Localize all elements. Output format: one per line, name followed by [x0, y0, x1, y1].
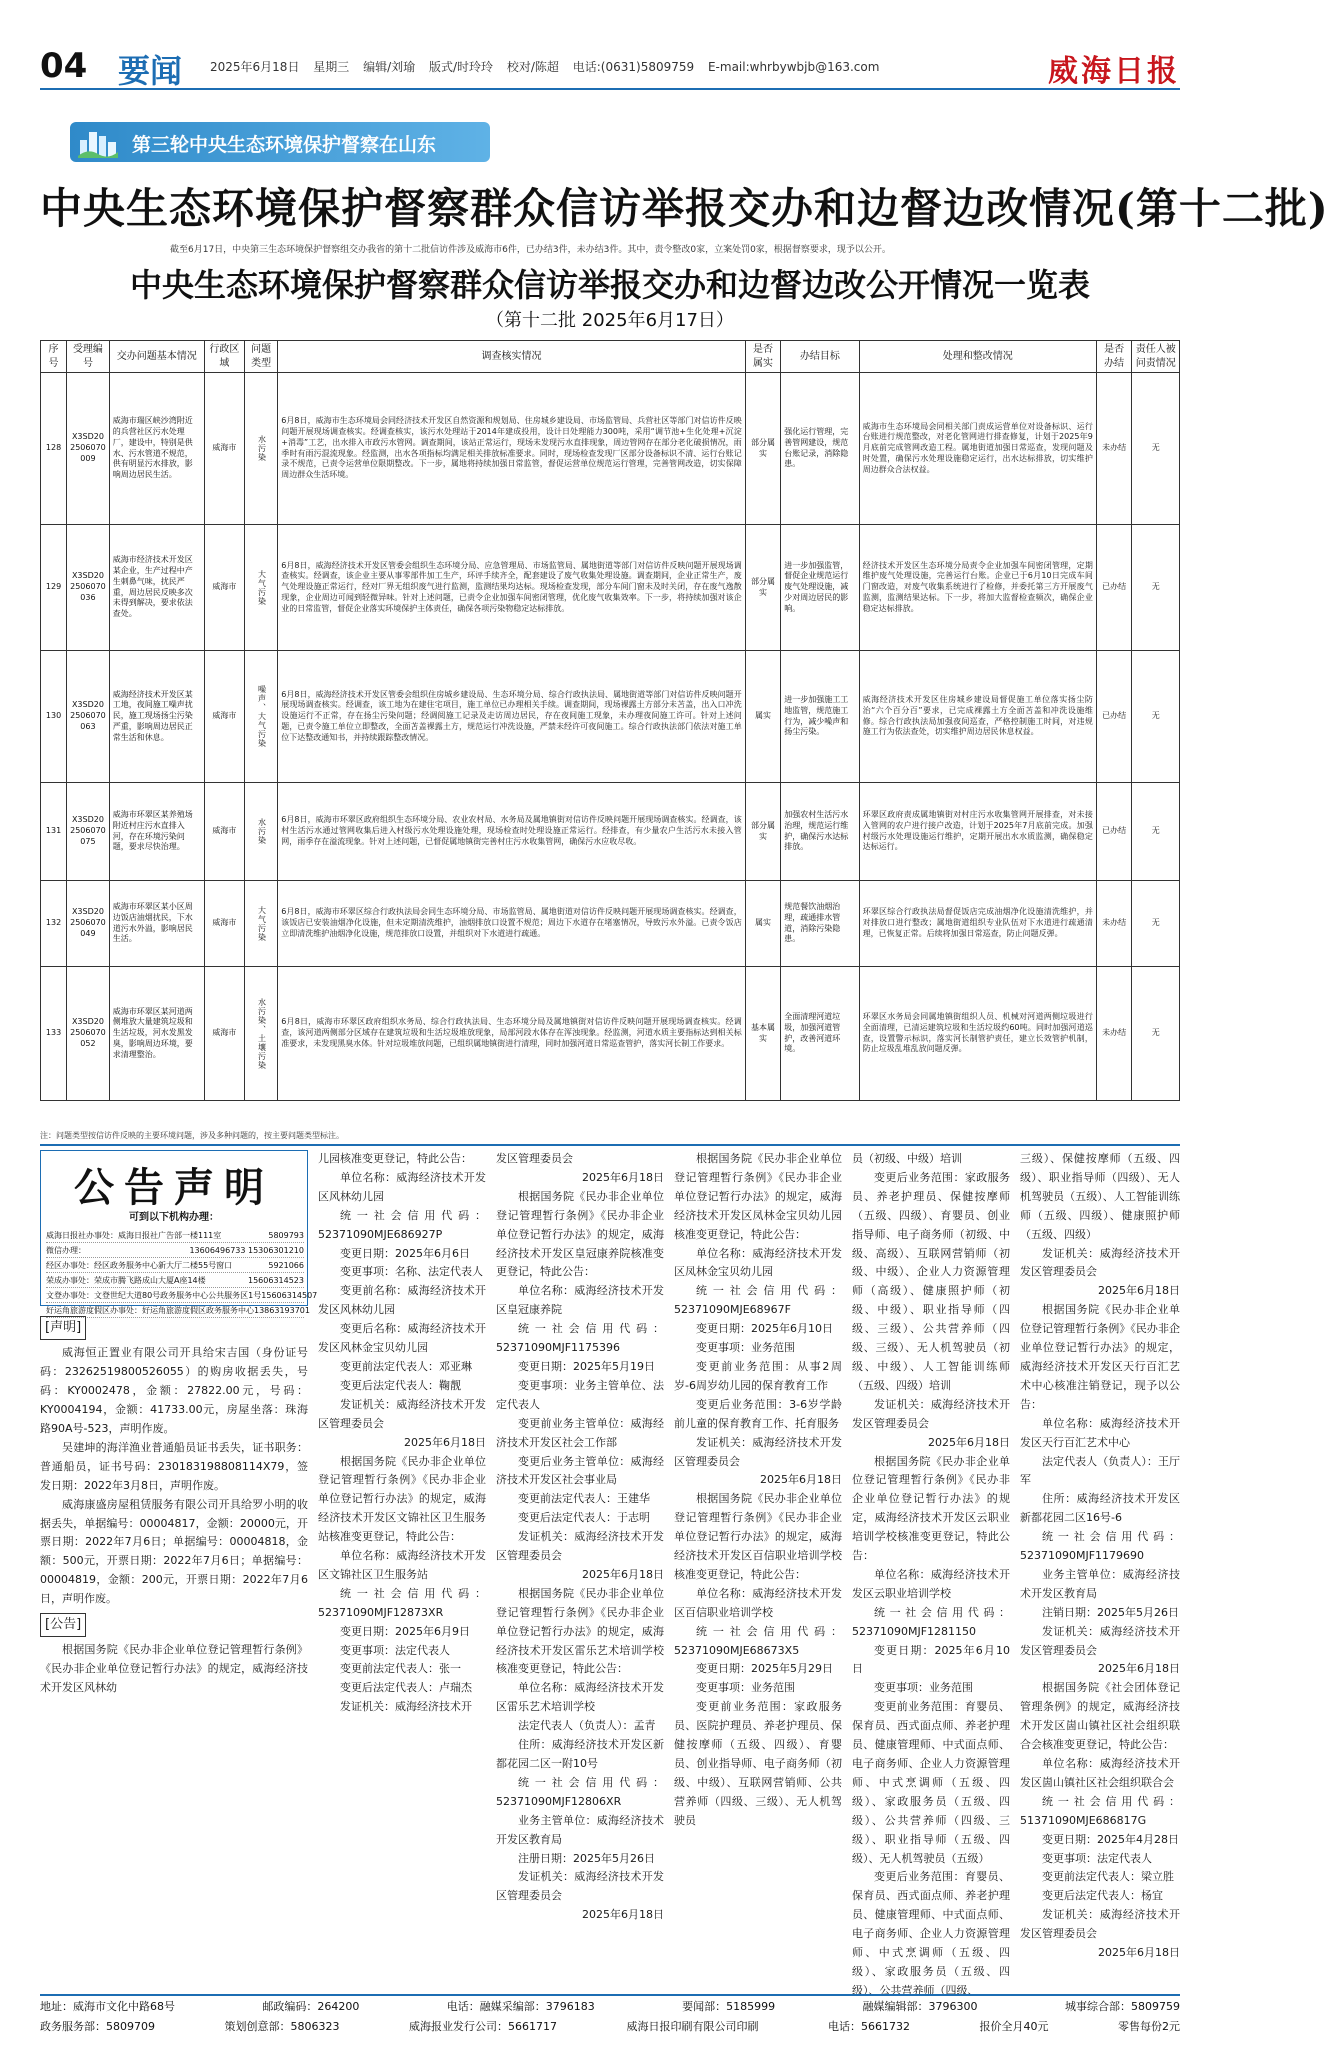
cell-id: X3SD202506070009 [67, 373, 110, 525]
cell-verified: 属实 [745, 881, 781, 967]
notice-date: 2025年6月18日 [582, 1170, 664, 1184]
th-investigation: 调查核实情况 [278, 341, 745, 373]
notice-line: 变更前业务范围：家政服务员、医院护理员、养老护理员、保健按摩师（五级、四级）、育婴员、创业指导师、电子商务师（初级、中级）、互联网营销师、公共营养师（四级、三级）、无人机驾驶员 [674, 1700, 842, 1827]
cell-investigation: 6月8日，威海市环翠区综合行政执法局会同生态环境分局、市场监管局、属地街道对信访件反映问题开展现场调查核实。经调查，该饭店已安装油烟净化设施，但未定期清洗维护，油烟排放口设置不规范；周边下水道存在堵塞情况，导致污水外溢。已责令饭店立即清洗维护油烟净化设施，规范排放口设置，并组织对下水道进行疏通。 [278, 881, 745, 967]
notice-line: 住所：威海经济技术开发区新都花园二区16号-6 [1020, 1492, 1180, 1525]
notice-column-5 [852, 1150, 1010, 1997]
header-design: 版式/时玲玲 [429, 60, 494, 74]
notice-line: 员（初级、中级）培训 [852, 1152, 962, 1165]
header-weekday: 星期三 [313, 60, 350, 74]
footer-phone: 威海报业发行公司：5661717 [409, 2020, 557, 2033]
notice-date: 2025年6月18日 [1098, 1284, 1180, 1298]
cell-investigation: 6月8日，威海市环翠区政府组织生态环境分局、农业农村局、水务局及属地镇街对信访件反映问题开展现场调查核实。经调查，该村生活污水通过管网收集后进入村级污水处理设施处理，现场检查时处理设施正常运行。经排查，有少量农户生活污水未接入管网，雨季存在溢流现象。针对上述问题，已督促属地镇街完善村庄污水收集管网，确保污水应收尽收。 [278, 783, 745, 881]
notice-paragraph: 根据国务院《民办非企业单位登记管理暂行条例》《民办非企业单位登记暂行办法》的规定，威海经济技术开发区风林幼 [40, 1643, 308, 1695]
notice-line: 变更日期：2025年5月29日 [696, 1662, 833, 1676]
cell-region: 威海市 [204, 967, 244, 1101]
cell-id: X3SD202506070052 [67, 967, 110, 1101]
notice-line: 发证机关：威海经济技术开发区管理委员会 [674, 1435, 842, 1468]
cell-region: 威海市 [204, 525, 244, 651]
table-title: 中央生态环境保护督察群众信访举报交办和边督边改公开情况一览表 [129, 266, 1090, 304]
cell-type: 水污染、土壤污染 [245, 967, 278, 1101]
cell-verified: 基本属实 [745, 967, 781, 1101]
cell-closed: 未办结 [1096, 373, 1132, 525]
notice-line: 统一社会信用代码：52371090MJF12806XR [496, 1775, 664, 1808]
th-goal: 办结目标 [781, 341, 859, 373]
cell-handling: 环翠区综合行政执法局督促饭店完成油烟净化设施清洗维护，并对排放口进行整改；属地街道组织专业队伍对下水道进行疏通清理，已恢复正常。后续将加强日常巡查，防止问题反弹。 [859, 881, 1096, 967]
table-note: 注：问题类型按信访件反映的主要环境问题，涉及多种问题的，按主要问题类型标注。 [40, 1131, 344, 1140]
footer-phone: 城事综合部：5809759 [1064, 2000, 1180, 2013]
footer-address: 地址：威海市文化中路68号 [40, 2000, 175, 2013]
notice-line: 根据国务院《民办非企业单位登记管理暂行条例》《民办非企业单位登记暂行办法》的规定，威海经济技术开发区百信职业培训学校核准变更登记，特此公告： [674, 1492, 842, 1581]
cell-verified: 部分属实 [745, 373, 781, 525]
notice-line: 发证机关：威海经济技术开发区管理委员会 [1020, 1246, 1180, 1279]
cell-issue: 威海经济技术开发区某工地，夜间施工噪声扰民，施工现场扬尘污染严重，影响周边居民正常生活和休息。 [109, 651, 204, 783]
notice-line: 变更事项：业务主管单位、法定代表人 [496, 1378, 664, 1411]
newspaper-page [40, 44, 1329, 2040]
cell-no: 128 [41, 373, 67, 525]
table-header-row [41, 341, 1180, 373]
cell-type: 水污染 [245, 783, 278, 881]
statement-tag: [声明] [40, 1316, 86, 1340]
notice-line: 变更后法定代表人：于志明 [518, 1511, 650, 1525]
notice-line: 儿园核准变更登记，特此公告： [318, 1152, 472, 1165]
topic-banner [70, 122, 490, 162]
table-row [41, 881, 1180, 967]
notice-line: 统一社会信用代码：51371090MJE686817G [1020, 1794, 1180, 1827]
notice-title: 公告声明 [74, 1164, 274, 1211]
notice-column-3 [496, 1150, 664, 1988]
cell-no: 132 [41, 881, 67, 967]
notice-line: 变更日期：2025年6月9日 [340, 1624, 470, 1638]
notice-line: 变更前业务主管单位：威海经济技术开发区社会工作部 [496, 1416, 664, 1449]
notice-line: 统一社会信用代码：52371090MJF1179690 [1020, 1530, 1180, 1563]
notice-line: 统一社会信用代码：52371090MJF12873XR [318, 1586, 486, 1619]
office-name: 威海日报社办事处：威海日报社广告部一楼111室 [46, 1231, 222, 1240]
notice-line: 变更后法定代表人：卢瑞杰 [340, 1681, 472, 1695]
office-name: 荣成办事处：荣成市腾飞路成山大厦A座14楼 [46, 1276, 206, 1285]
th-type: 问题类型 [245, 341, 278, 373]
footer-printer: 威海日报印刷有限公司印刷 [626, 2020, 759, 2033]
notice-date: 2025年6月18日 [928, 1435, 1010, 1449]
cell-investigation: 6月8日，威海市环翠区政府组织水务局、综合行政执法局、生态环境分局及属地镇街对信访件反映问题开展现场调查核实。经调查，该河道两侧部分区域存在建筑垃圾和生活垃圾堆放现象，局部河段水体存在浑浊现象。经监测，河道水质主要指标达到相关标准要求，未发现黑臭水体。针对垃圾堆放问题，已组织属地镇街进行清理，同时加强河道日常巡查管护，落实河长制工作要求。 [278, 967, 745, 1101]
table-subtitle: （第十二批 2025年6月17日） [486, 310, 734, 331]
notice-line: 根据国务院《民办非企业单位登记管理暂行条例》《民办非企业单位登记暂行办法》的规定，威海经济技术开发区皇冠康养院核准变更登记，特此公告： [496, 1189, 664, 1279]
cell-investigation: 6月8日，威海经济技术开发区管委会组织住房城乡建设局、生态环境分局、综合行政执法局、属地街道等部门对信访件反映问题开展现场调查核实。经调查，该工地为在建住宅项目，施工单位已办理相关手续。调查期间，现场裸露土方部分未苫盖，出入口冲洗设施运行不正常，存在扬尘污染问题；经调阅施工记录及走访周边居民，存在夜间施工现象，未办理夜间施工许可。针对上述问题，已责令施工单位立即整改，全面苫盖裸露土方，规范运行冲洗设施，严禁未经许可夜间施工。综合行政执法部门依法对施工单位下达整改通知书，并持续跟踪整改情况。 [278, 651, 745, 783]
notice-line: 变更后业务范围：育婴员、保育员、西式面点师、养老护理员、健康管理师、中式面点师、电子商务师、企业人力资源管理师、中式烹调师（五级、四级）、家政服务员（五级、四级）、公共营养师（四级、 [852, 1870, 1010, 1997]
notice-line: 单位名称：威海经济技术开发区云职业培训学校 [852, 1567, 1010, 1600]
city-skyline-icon [78, 126, 118, 158]
notice-line: 变更前法定代表人：梁立胜 [1042, 1870, 1174, 1884]
notice-line: 变更后法定代表人：杨宜 [1042, 1889, 1163, 1903]
table-row [41, 525, 1180, 651]
cell-goal: 全面清理河道垃圾，加强河道管护，改善河道环境。 [781, 967, 859, 1101]
notice-line: 变更事项：业务范围 [696, 1681, 795, 1695]
cell-issue: 威海市环翠区某河道两侧堆放大量建筑垃圾和生活垃圾，河水发黑发臭，影响周边环境，要求清理整治。 [109, 967, 204, 1101]
notice-line: 单位名称：威海经济技术开发区天行百汇艺术中心 [1020, 1416, 1180, 1449]
th-region: 行政区域 [204, 341, 244, 373]
cell-investigation: 6月8日，威海经济技术开发区管委会组织生态环境分局、应急管理局、市场监管局、属地街道等部门对信访件反映问题开展现场调查核实。经调查，该企业主要从事零部件加工生产，环评手续齐全，配套建设了废气收集处理设施。调查期间，企业正常生产，废气处理设施正常运行，经对厂界无组织废气进行监测，监测结果均达标。现场检查发现，部分车间门窗未及时关闭，存在废气逸散现象，企业周边可闻到轻微异味。针对上述问题，已责令企业加强车间密闭管理，优化废气收集效率。下一步，将持续加强对该企业的日常监管，督促企业落实环境保护主体责任，确保各项污染物稳定达标排放。 [278, 525, 745, 651]
cell-closed: 未办结 [1096, 967, 1132, 1101]
notice-line: 变更前法定代表人：张一 [340, 1662, 461, 1676]
notice-line: 变更后名称：威海经济技术开发区风林金宝贝幼儿园 [318, 1322, 486, 1355]
office-row [46, 1288, 318, 1303]
notice-line: 统一社会信用代码：52371090MJF1281150 [852, 1605, 1010, 1638]
office-phone: 15606314523 [248, 1276, 304, 1285]
notice-line: 单位名称：威海经济技术开发区风林幼儿园 [318, 1170, 486, 1203]
footer-phone: 电话：5661732 [828, 2020, 910, 2033]
cell-issue: 威海市经济技术开发区某企业，生产过程中产生刺鼻气味，扰民严重，周边居民反映多次未得到解决，要求依法查处。 [109, 525, 204, 651]
page-footer [40, 1994, 1180, 2036]
notice-line: 发证机关：威海经济技术开发区管理委员会 [496, 1870, 664, 1903]
notice-line: 变更事项：业务范围 [696, 1341, 795, 1355]
section-title: 要闻 [118, 52, 183, 90]
cell-type: 大气污染 [245, 881, 278, 967]
banner-text: 第三轮中央生态环境保护督察在山东 [132, 134, 437, 156]
header-email: E-mail:whrbywbjb@163.com [707, 60, 880, 74]
cell-region: 威海市 [204, 881, 244, 967]
notice-date: 2025年6月18日 [1098, 1662, 1180, 1676]
office-list [46, 1228, 318, 1318]
office-phone: 5809793 [268, 1231, 304, 1240]
notice-line: 变更事项：业务范围 [874, 1681, 973, 1695]
footer-phone: 政务服务部：5809709 [40, 2020, 155, 2033]
notice-line: 变更事项：名称、法定代表人 [340, 1265, 483, 1279]
cell-handling: 威海市生态环境局会同相关部门责成运营单位对设备标识、运行台账进行规范整改，对老化管网进行排查修复，计划于2025年9月底前完成管网改造工程。属地街道加强日常巡查，发现问题及时处置，确保污水处理设施稳定运行，出水达标排放，切实维护周边群众合法权益。 [859, 373, 1096, 525]
footer-row-2 [40, 2018, 1180, 2036]
notice-line: 注销日期：2025年5月26日 [1042, 1605, 1179, 1619]
cell-no: 129 [41, 525, 67, 651]
notice-line: 法定代表人（负责人）：王厅军 [1020, 1454, 1180, 1487]
th-no: 序号 [41, 341, 67, 373]
cell-id: X3SD202506070063 [67, 651, 110, 783]
notice-subtitle: 可到以下机构办理： [129, 1212, 219, 1223]
cell-handling: 经济技术开发区生态环境分局责令企业加强车间密闭管理，定期维护废气处理设施，完善运行台账。企业已于6月10日完成车间门窗改造，对废气收集系统进行了检修，并委托第三方开展废气监测，监测结果达标。下一步，将加大监督检查频次，确保企业稳定达标排放。 [859, 525, 1096, 651]
th-handling: 处理和整改情况 [859, 341, 1096, 373]
cell-region: 威海市 [204, 783, 244, 881]
cell-id: X3SD202506070075 [67, 783, 110, 881]
notice-line: 单位名称：威海经济技术开发区雷乐艺术培训学校 [496, 1681, 664, 1714]
cell-region: 威海市 [204, 373, 244, 525]
footer-row-1 [40, 1998, 1180, 2016]
notice-paragraph: 吴建坤的海洋渔业普通船员证书丢失，证书职务：普通船员，证书号码：230183198808114X79，签发日期：2022年3月8日，声明作废。 [40, 1440, 308, 1492]
cell-goal: 规范餐饮油烟治理，疏通排水管道，消除污染隐患。 [781, 881, 859, 967]
cell-no: 131 [41, 783, 67, 881]
announcement-tag: [公告] [40, 1613, 86, 1637]
cell-type: 噪声、大气污染 [245, 651, 278, 783]
table-row [41, 651, 1180, 783]
notice-line: 根据国务院《民办非企业单位登记管理暂行条例》《民办非企业单位登记暂行办法》的规定，威海经济技术开发区雷乐艺术培训学校核准变更登记，特此公告： [496, 1586, 664, 1676]
cell-type: 水污染 [245, 373, 278, 525]
notice-column-6 [1020, 1150, 1180, 1988]
notice-line: 变更日期：2025年5月19日 [518, 1359, 655, 1373]
footer-phone: 要闻部：5185999 [682, 2000, 776, 2013]
notice-line: 变更后业务范围：家政服务员、养老护理员、保健按摩师（五级、四级）、育婴员、创业指导师、电子商务师（初级、中级、高级）、互联网营销师（初级、中级）、企业人力资源管理师（高级）、健康照护师（初级、中级）、职业指导师（四级、三级）、公共营养师（四级、三级）、无人机驾驶员（初级、中级）、人工智能训练师（五级、四级）培训 [852, 1170, 1010, 1392]
table-row [41, 967, 1180, 1101]
cell-accountability: 无 [1132, 373, 1180, 525]
notice-line: 变更日期：2025年4月28日 [1042, 1832, 1179, 1846]
notice-line: 变更前法定代表人：王建华 [518, 1492, 650, 1506]
notice-line: 根据国务院《民办非企业单位登记管理暂行条例》《民办非企业单位登记暂行办法》的规定，威海经济技术开发区凤林金宝贝幼儿园核准变更登记，特此公告： [674, 1152, 842, 1241]
notice-line: 变更前业务范围：从事2周岁-6周岁幼儿园的保育教育工作 [674, 1359, 842, 1392]
header-editor: 编辑/刘瑜 [363, 60, 416, 74]
cell-goal: 进一步加强监管，督促企业规范运行废气处理设施，减少对周边居民的影响。 [781, 525, 859, 651]
cell-verified: 部分属实 [745, 783, 781, 881]
notice-line: 发区管理委员会 [496, 1152, 573, 1165]
cell-goal: 强化运行管理，完善管网建设，规范台账记录，消除隐患。 [781, 373, 859, 525]
notice-column-2 [318, 1150, 486, 1988]
notice-line: 单位名称：威海经济技术开发区百信职业培训学校 [674, 1586, 842, 1619]
notice-line: 住所：威海经济技术开发区新都花园二区一附10号 [496, 1738, 664, 1770]
office-name: 经区办事处：经区政务服务中心新大厅二楼55号窗口 [46, 1261, 233, 1270]
th-verified: 是否属实 [745, 341, 781, 373]
cell-closed: 已办结 [1096, 651, 1132, 783]
section-divider [40, 1144, 1180, 1146]
th-closed: 是否办结 [1096, 341, 1132, 373]
notice-line: 根据国务院《社会团体登记管理条例》的规定，威海经济技术开发区崮山镇社区社会组织联合会核准变更登记，特此公告： [1020, 1681, 1180, 1752]
petition-table [40, 340, 1180, 1101]
notice-line: 变更日期：2025年6月10日 [696, 1322, 833, 1336]
office-name: 文登办事处：文登世纪大道80号政务服务中心公共服务区1号 [46, 1291, 262, 1300]
cell-id: X3SD202506070049 [67, 881, 110, 967]
notice-line: 变更后业务主管单位：威海经济技术开发区社会事业局 [496, 1454, 664, 1487]
footer-price: 零售每份2元 [1118, 2020, 1180, 2033]
notice-line: 变更事项：法定代表人 [1042, 1851, 1152, 1865]
notice-line: 根据国务院《民办非企业单位登记管理暂行条例》《民办非企业单位登记暂行办法》的规定，威海经济技术开发区文锦社区卫生服务站核准变更登记，特此公告： [318, 1454, 486, 1544]
cell-goal: 加强农村生活污水治理，规范运行维护，确保污水达标排放。 [781, 783, 859, 881]
notice-line: 业务主管单位：威海经济技术开发区教育局 [1020, 1567, 1180, 1600]
page-header [40, 44, 1180, 90]
office-row [46, 1243, 304, 1258]
table-row [41, 783, 1180, 881]
newspaper-logo: 威海日报 [1048, 54, 1180, 89]
office-phone: 5921066 [268, 1261, 304, 1270]
footer-price: 报价全月40元 [979, 2020, 1049, 2033]
cell-no: 130 [41, 651, 67, 783]
notice-line: 统一社会信用代码：52371090MJE68967F [674, 1284, 842, 1317]
cell-accountability: 无 [1132, 881, 1180, 967]
notice-line: 根据国务院《民办非企业单位登记管理暂行条例》《民办非企业单位登记暂行办法》的规定，威海经济技术开发区天行百汇艺术中心核准注销登记，现予以公告： [1020, 1303, 1180, 1411]
footer-phone: 电话：融媒采编部：3796183 [446, 2000, 595, 2013]
header-meta [210, 58, 889, 75]
notice-line: 变更前业务范围：育婴员、保育员、西式面点师、养老护理员、健康管理师、中式面点师、电子商务师、企业人力资源管理师、中式烹调师（五级、四级）、家政服务员（五级、四级）、公共营养师（四级、三级）、职业指导师（五级、四级）、无人机驾驶员（五级） [852, 1700, 1010, 1865]
cell-handling: 环翠区政府责成属地镇街对村庄污水收集管网开展排查，对未接入管网的农户进行接户改造，计划于2025年7月底前完成。加强村级污水处理设施运行维护，定期开展出水水质监测，确保稳定达标运行。 [859, 783, 1096, 881]
notice-column-1 [40, 1312, 308, 1988]
cell-verified: 部分属实 [745, 525, 781, 651]
cell-closed: 已办结 [1096, 783, 1132, 881]
cell-region: 威海市 [204, 651, 244, 783]
cell-accountability: 无 [1132, 783, 1180, 881]
header-proof: 校对/陈超 [506, 60, 559, 74]
notice-line: 单位名称：威海经济技术开发区凤林金宝贝幼儿园 [674, 1246, 842, 1279]
notice-date: 2025年6月18日 [582, 1567, 664, 1581]
office-name: 微信办理： [46, 1246, 86, 1255]
cell-issue: 威海市瑞区峡沙湾附近的兵营社区污水处理厂，建设中，特别是供水、污水管道不规范，供有明显污水排放，影响周边居民生活。 [109, 373, 204, 525]
notice-line: 变更前名称：威海经济技术开发区风林幼儿园 [318, 1284, 486, 1317]
notice-line: 变更后业务范围：3-6岁学龄前儿童的保育教育工作、托育服务 [674, 1397, 842, 1430]
th-accountability: 责任人被问责情况 [1132, 341, 1180, 373]
cell-issue: 威海市环翠区某养殖场附近村庄污水直排入河，存在环境污染问题，要求尽快治理。 [109, 783, 204, 881]
cell-goal: 进一步加强施工工地监管，规范施工行为，减少噪声和扬尘污染。 [781, 651, 859, 783]
notice-line: 发证机关：威海经济技术开发区管理委员会 [852, 1397, 1010, 1430]
office-phone: 15606314507 [261, 1291, 318, 1300]
notice-line: 变更后法定代表人：鞠靓 [340, 1378, 461, 1392]
notice-line: 变更日期：2025年6月10日 [852, 1643, 1010, 1676]
notice-line: 法定代表人（负责人）：孟青 [518, 1719, 656, 1733]
notice-line: 单位名称：威海经济技术开发区文锦社区卫生服务站 [318, 1549, 486, 1581]
cell-investigation: 6月8日，威海市生态环境局会同经济技术开发区自然资源和规划局、住房城乡建设局、市场监管局、兵营社区等部门对信访件反映问题开展现场调查核实。经调查核实，该污水处理站于2014年建成投用，设计日处理能力300吨，采用“调节池+生化处理+沉淀+消毒”工艺，出水排入市政污水管网。调查期间，该站正常运行，现场未发现污水直排现象，周边管网存在部分老化破损情况，雨季时有雨污混流现象。经监测，出水各项指标均满足相关排放标准要求。同时，现场检查发现厂区部分设备标识不清、运行台账记录不规范，已责令运营单位限期整改。下一步，属地将持续加强日常监管，督促运营单位规范运行管理，完善管网改造，切实保障周边群众生活环境。 [278, 373, 745, 525]
notice-line: 统一社会信用代码：52371090MJF1175396 [496, 1322, 664, 1355]
notice-line: 注册日期：2025年5月26日 [518, 1851, 655, 1865]
notice-line: 三级）、保健按摩师（五级、四级）、职业指导师（四级）、无人机驾驶员（五级）、人工智能训练师（五级、四级）、健康照护师（五级、四级） [1020, 1152, 1180, 1241]
notice-line: 变更事项：法定代表人 [340, 1643, 450, 1657]
notice-line: 变更前法定代表人：邓亚琳 [340, 1359, 472, 1373]
notice-date: 2025年6月18日 [1098, 1946, 1180, 1960]
notice-line: 统一社会信用代码：52371090MJE686927P [318, 1208, 486, 1241]
header-phone: 电话:(0631)5809759 [572, 60, 695, 74]
notice-line: 单位名称：威海经济技术开发区皇冠康养院 [496, 1284, 664, 1317]
office-name: 好运角旅游度假区办事处：好运角旅游度假区政务服务中心 [46, 1306, 254, 1315]
footer-phone: 融媒编辑部：3796300 [862, 2000, 978, 2013]
notice-date: 2025年6月18日 [760, 1473, 842, 1487]
notice-line: 单位名称：威海经济技术开发区崮山镇社区社会组织联合会 [1020, 1757, 1180, 1789]
cell-verified: 属实 [745, 651, 781, 783]
th-id: 受理编号 [67, 341, 110, 373]
notice-line: 根据国务院《民办非企业单位登记管理暂行条例》《民办非企业单位登记暂行办法》的规定，威海经济技术开发区云职业培训学校核准变更登记，特此公告： [852, 1454, 1010, 1563]
notice-line: 发证机关：威海经济技术开发区管理委员会 [1020, 1908, 1180, 1941]
footer-postcode: 邮政编码：264200 [262, 2000, 360, 2013]
notice-line: 统一社会信用代码：52371090MJE68673X5 [674, 1624, 842, 1657]
notice-line: 发证机关：威海经济技术开发区管理委员会 [1020, 1624, 1180, 1657]
cell-accountability: 无 [1132, 525, 1180, 651]
notice-paragraph: 威海恒正置业有限公司开具给宋吉国（身份证号码：23262519800526055）的购房收据丢失，号码：KY0002478，金额：27822.00元，号码：KY0004194，金额：41733.00元，房屋坐落：珠海路90A号-523，声明作废。 [40, 1346, 308, 1435]
table-row [41, 373, 1180, 525]
cell-handling: 威海经济技术开发区住房城乡建设局督促施工单位落实扬尘防治“六个百分百”要求，已完成裸露土方全面苫盖和冲洗设施维修。综合行政执法局加强夜间巡查，严格控制施工时间，对违规施工行为依法查处，切实维护周边居民休息权益。 [859, 651, 1096, 783]
th-issue: 交办问题基本情况 [109, 341, 204, 373]
footer-phone: 策划创意部：5806323 [224, 2020, 340, 2033]
notice-line: 发证机关：威海经济技术开发区管理委员会 [318, 1397, 486, 1430]
main-headline: 中央生态环境保护督察群众信访举报交办和边督边改情况(第十二批) [40, 184, 1329, 233]
notice-line: 发证机关：威海经济技术开 [340, 1700, 472, 1714]
notice-line: 业务主管单位：威海经济技术开发区教育局 [496, 1813, 664, 1846]
page-number: 04 [40, 46, 88, 86]
cell-handling: 环翠区水务局会同属地镇街组织人员、机械对河道两侧垃圾进行全面清理，已清运建筑垃圾和生活垃圾约60吨。同时加强河道巡查，设置警示标识，落实河长制管护责任，建立长效管护机制，防止垃圾乱堆乱放问题反弹。 [859, 967, 1096, 1101]
notice-line: 变更日期：2025年6月6日 [340, 1246, 470, 1260]
header-date: 2025年6月18日 [210, 60, 300, 74]
notice-date: 2025年6月18日 [582, 1908, 664, 1922]
office-row [46, 1258, 304, 1273]
notice-column-4 [674, 1150, 842, 1988]
notice-paragraph: 威海康盛房屋租赁服务有限公司开具给罗小明的收据丢失，单据编号：00004817，金额：20000元，开票日期：2022年7月6日；单据编号：00004818，金额：500元，开票日期：2022年7月6日；单据编号：00004819，金额：200元，开票日期：2022年7月6日，声明作废。 [40, 1497, 308, 1606]
office-row [46, 1228, 304, 1243]
office-phone: 13863193701 [254, 1306, 310, 1315]
cell-no: 133 [41, 967, 67, 1101]
cell-id: X3SD202506070036 [67, 525, 110, 651]
office-phone: 13606496733 15306301210 [189, 1246, 304, 1255]
cell-accountability: 无 [1132, 967, 1180, 1101]
cell-issue: 威海市环翠区某小区周边饭店油烟扰民，下水道污水外溢，影响居民生活。 [109, 881, 204, 967]
notice-date: 2025年6月18日 [404, 1435, 486, 1449]
cell-accountability: 无 [1132, 651, 1180, 783]
cell-closed: 已办结 [1096, 525, 1132, 651]
office-row [46, 1273, 304, 1288]
notice-line: 发证机关：威海经济技术开发区管理委员会 [496, 1530, 664, 1563]
lead-paragraph: 截至6月17日，中央第三生态环境保护督察组交办我省的第十二批信访件涉及威海市6件，已办结3件，未办结3件。其中，责令整改0家，立案处罚0家，根据督察要求，现予以公开。 [170, 245, 891, 255]
cell-closed: 未办结 [1096, 881, 1132, 967]
cell-type: 大气污染 [245, 525, 278, 651]
